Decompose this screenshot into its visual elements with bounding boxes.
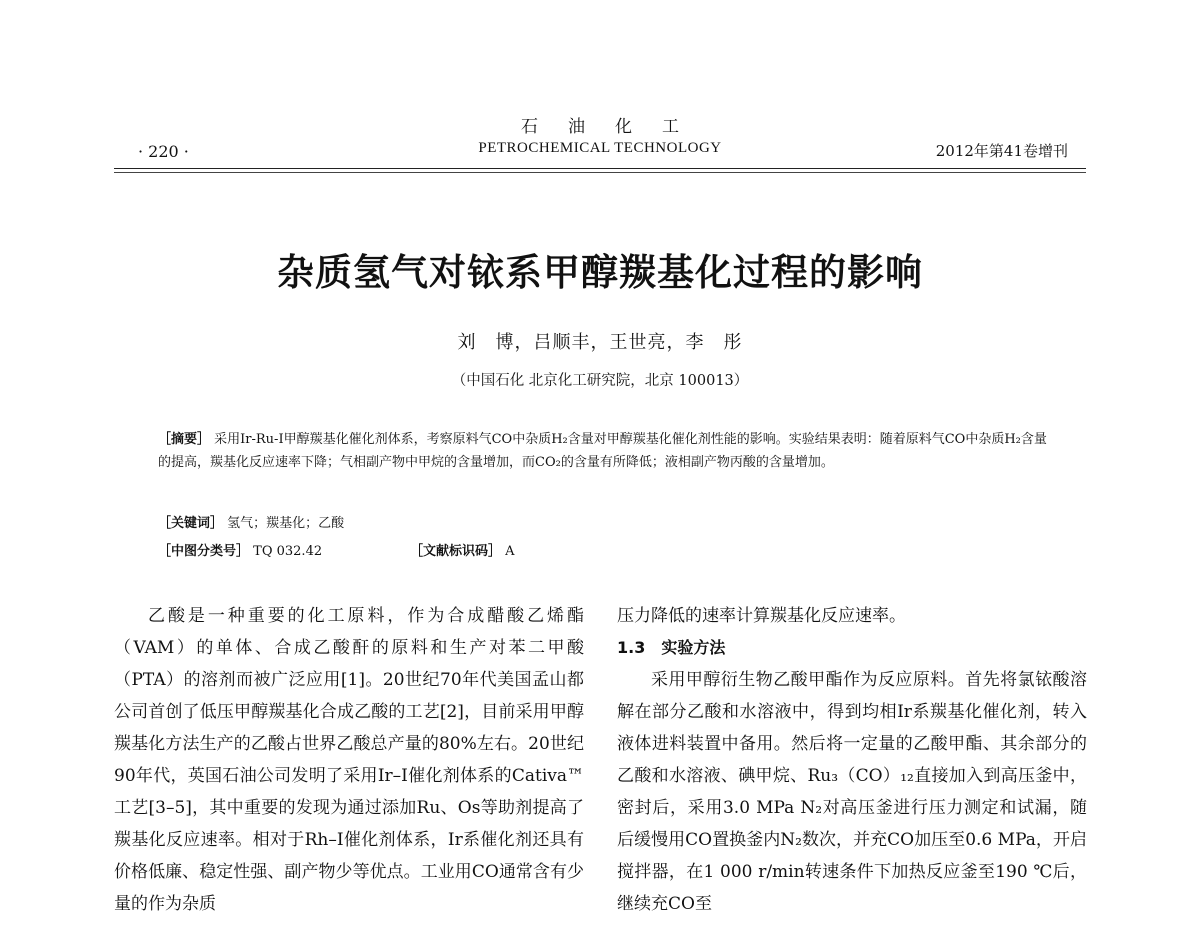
body-left-column	[114, 600, 584, 920]
journal-english-name: PETROCHEMICAL TECHNOLOGY	[478, 140, 722, 156]
document-code	[410, 540, 515, 559]
clc-label: ［中图分类号］	[158, 544, 250, 559]
intro-paragraph: 乙酸是一种重要的化工原料，作为合成醋酸乙烯酯（VAM）的单体、合成乙酸酐的原料和生产对苯二甲酸（PTA）的溶剂而被广泛应用[1]。20世纪70年代美国孟山都公司首创了低压甲醇羰基化合成乙酸的工艺[2]，目前采用甲醇羰基化方法生产的乙酸占世界乙酸总产量的80%左右。20世纪90年代，英国石油公司发明了采用Ir–I催化剂体系的Cativa™工艺[3–5]，其中重要的发现为通过添加Ru、Os等助剂提高了羰基化反应速率。相对于Rh–I催化剂体系，Ir系催化剂还具有价格低廉、稳定性强、副产物少等优点。工业用CO通常含有少量的作为杂质	[114, 606, 584, 914]
header-rule-thin	[114, 172, 1086, 173]
doc-code-text: A	[505, 544, 515, 559]
issue-info: 2012年第41卷增刊	[935, 142, 1068, 160]
body-right-column	[617, 600, 1087, 920]
paper-title: 杂质氢气对铱系甲醇羰基化过程的影响	[277, 251, 923, 294]
keywords-label: ［关键词］	[158, 516, 224, 531]
classification-number	[158, 540, 322, 559]
abstract-label: ［摘要］	[158, 432, 211, 447]
authors: 刘 博，吕顺丰，王世亮，李 彤	[457, 332, 743, 353]
continued-line: 压力降低的速率计算羰基化反应速率。	[617, 606, 906, 626]
journal-chinese-name: 石油化工	[521, 117, 709, 137]
abstract	[158, 428, 1050, 474]
keywords	[158, 512, 344, 531]
affiliation: （中国石化 北京化工研究院，北京 100013）	[451, 373, 749, 389]
section-heading: 1.3 实验方法	[617, 638, 726, 657]
method-paragraph: 采用甲醇衍生物乙酸甲酯作为反应原料。首先将氯铱酸溶解在部分乙酸和水溶液中，得到均相Ir系羰基化催化剂，转入液体进料装置中备用。然后将一定量的乙酸甲酯、其余部分的乙酸和水溶液、碘甲烷、Ru₃（CO）₁₂直接加入到高压釜中，密封后，采用3.0 MPa N₂对高压釜进行压力测定和试漏，随后缓慢用CO置换釜内N₂数次，并充CO加压至0.6 MPa，开启搅拌器，在1 000 r/min转速条件下加热反应釜至190 ℃后，继续充CO至	[617, 670, 1087, 914]
header-rule	[114, 168, 1086, 169]
keywords-text: 氢气；羰基化；乙酸	[227, 516, 345, 531]
page-number: · 220 ·	[138, 142, 189, 161]
clc-text: TQ 032.42	[253, 544, 323, 559]
abstract-text: 采用Ir-Ru-I甲醇羰基化催化剂体系，考察原料气CO中杂质H₂含量对甲醇羰基化催化剂性能的影响。实验结果表明：随着原料气CO中杂质H₂含量的提高，羰基化反应速率下降；气相副产物中甲烷的含量增加，而CO₂的含量有所降低；液相副产物丙酸的含量增加。	[158, 432, 1047, 470]
doc-code-label: ［文献标识码］	[410, 544, 502, 559]
